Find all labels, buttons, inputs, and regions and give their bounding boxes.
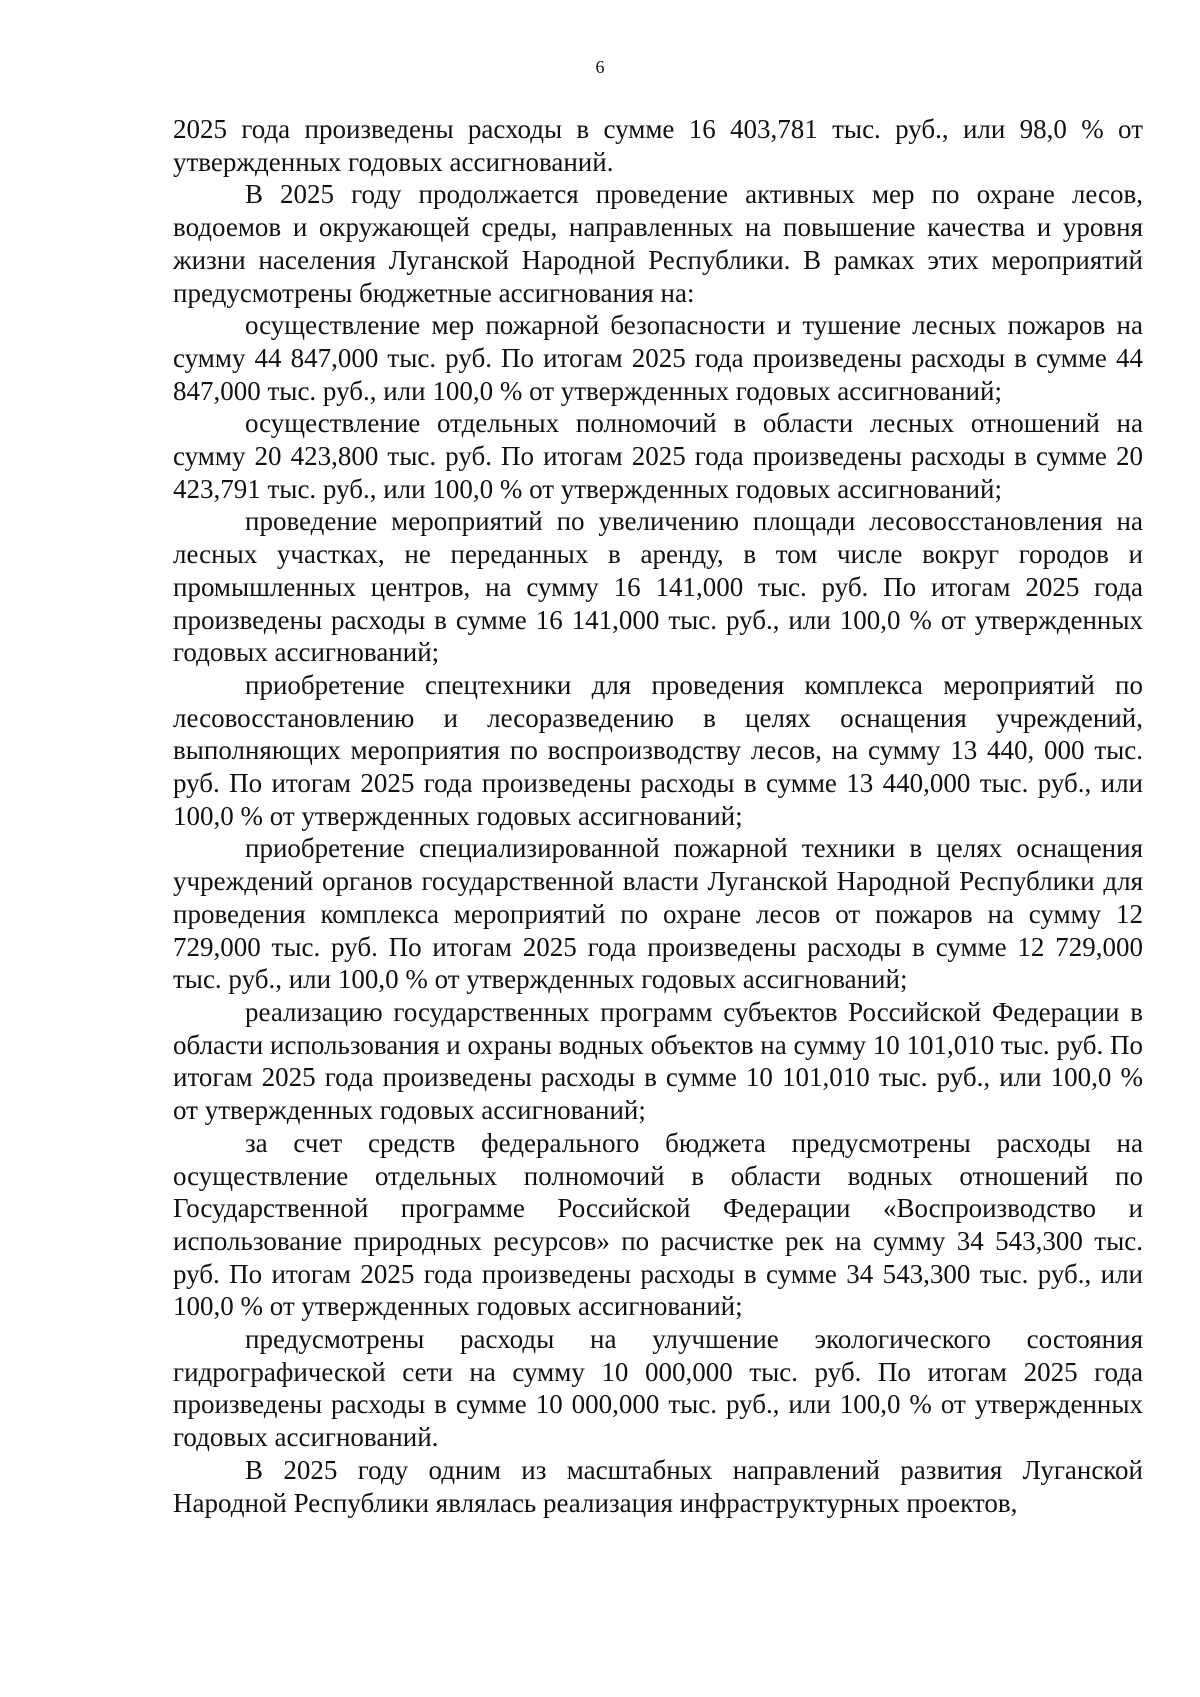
paragraph-reforestation-area: проведение мероприятий по увеличению площади лесовосстановления на лесных участках, не переданных в аренду, в том числе вокруг городов и промышленных центров, на сумму 16 141,000 тыс. руб. По итогам 2025 года произведены расходы в сумме 16 141,000 тыс. руб., или 100,0 % от утвержденных годовых ассигнований; [173, 506, 1143, 668]
paragraph-continuation: 2025 года произведены расходы в сумме 16 403,781 тыс. руб., или 98,0 % от утвержденных годовых ассигнований. [173, 114, 1143, 177]
paragraph-water-programs: реализацию государственных программ субъектов Российской Федерации в области использования и охраны водных объектов на сумму 10 101,010 тыс. руб. По итогам 2025 года произведены расходы в сумме 10 101,010 тыс. руб., или 100,0 % от утвержденных годовых ассигнований; [173, 996, 1143, 1126]
page-number: 6 [595, 57, 605, 77]
paragraph-infrastructure: В 2025 году одним из масштабных направлений развития Луганской Народной Республики являлась реализация инфраструктурных проектов, [173, 1454, 1143, 1518]
paragraph-forest-relations: осуществление отдельных полномочий в области лесных отношений на сумму 20 423,800 тыс. руб. По итогам 2025 года произведены расходы в сумме 20 423,791 тыс. руб., или 100,0 % от утвержденных годовых ассигнований; [173, 408, 1143, 504]
paragraph-hydrographic-network: предусмотрены расходы на улучшение экологического состояния гидрографической сети на сумму 10 000,000 тыс. руб. По итогам 2025 года произведены расходы в сумме 10 000,000 тыс. руб., или 100,0 % от утвержденных годовых ассигнований. [173, 1324, 1143, 1453]
paragraph-intro-environment: В 2025 году продолжается проведение активных мер по охране лесов, водоемов и окружающей среды, направленных на повышение качества и уровня жизни населения Луганской Народной Республики. В рамках этих мероприятий предусмотрены бюджетные ассигнования на: [173, 179, 1143, 308]
paragraph-special-equipment: приобретение спецтехники для проведения комплекса мероприятий по лесовосстановлению и лесоразведению в целях оснащения учреждений, выполняющих мероприятия по воспроизводству лесов, на сумму 13 440, 000 тыс. руб. По итогам 2025 года произведены расходы в сумме 13 440,000 тыс. руб., или 100,0 % от утвержденных годовых ассигнований; [173, 669, 1143, 831]
paragraph-fire-equipment: приобретение специализированной пожарной техники в целях оснащения учреждений органов государственной власти Луганской Народной Республики для проведения комплекса мероприятий по охране лесов от пожаров на сумму 12 729,000 тыс. руб. По итогам 2025 года произведены расходы в сумме 12 729,000 тыс. руб., или 100,0 % от утвержденных годовых ассигнований; [173, 833, 1143, 995]
paragraph-fire-safety: осуществление мер пожарной безопасности и тушение лесных пожаров на сумму 44 847,000 тыс. руб. По итогам 2025 года произведены расходы в сумме 44 847,000 тыс. руб., или 100,0 % от утвержденных годовых ассигнований; [173, 310, 1143, 406]
paragraph-river-cleaning: за счет средств федерального бюджета предусмотрены расходы на осуществление отдельных полномочий в области водных отношений по Государственной программе Российской Федерации «Воспроизводство и использование природных ресурсов» по расчистке рек на сумму 34 543,300 тыс. руб. По итогам 2025 года произведены расходы в сумме 34 543,300 тыс. руб., или 100,0 % от утвержденных годовых ассигнований; [173, 1127, 1143, 1322]
document-body [173, 113, 1143, 1519]
